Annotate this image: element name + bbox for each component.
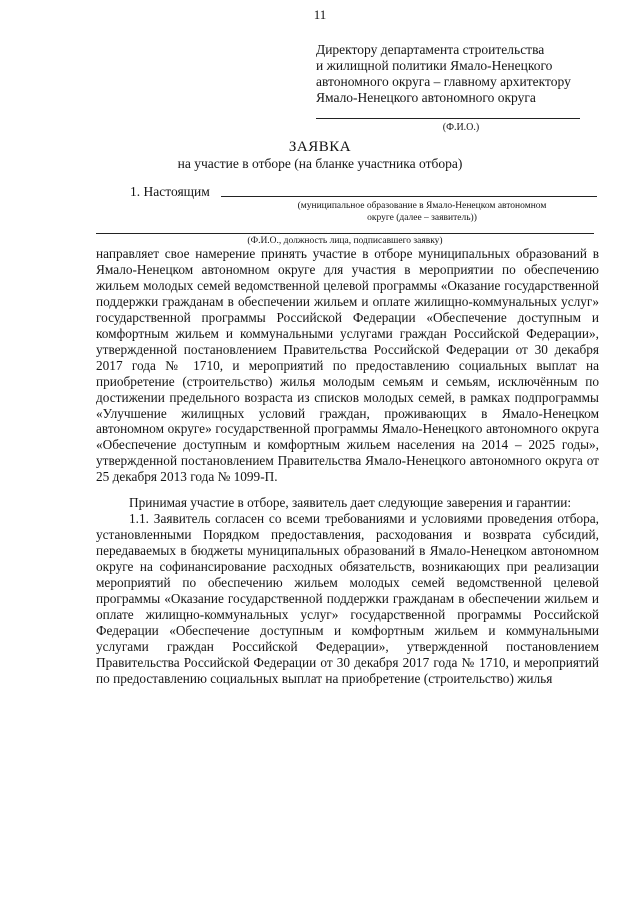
official-caption: (Ф.И.О., должность лица, подписавшего заявку)	[247, 236, 443, 246]
official-fill-line	[96, 233, 594, 234]
body-paragraph: 1.1. Заявитель согласен со всеми требованиями и условиями проведения отбора, установленными Порядком предоставления, расходования и возврата субсидий, передаваемых в бюджеты муниципальных образований в Ямало-Ненецком автономном округе на софинансирование расходных обязательств, возникающих при реализации мероприятий по обеспечению жильем молодых семей ведомственной целевой программы «Оказание государственной поддержки гражданам в обеспечении жильем и оплате жилищно-коммунальных услуг» государственной программы Российской Федерации «Обеспечение доступным и комфортным жильем и коммунальными услугами граждан Российской Федерации», утвержденной постановлением Правительства Российской Федерации от 30 декабря 2017 года № 1710, и мероприятий по предоставлению социальных выплат на приобретение (строительство) жилья	[96, 511, 599, 686]
applicant-fill-line	[221, 196, 597, 197]
addressee-line: Ямало-Ненецкого автономного округа	[316, 90, 536, 105]
municipality-caption-line: округе (далее – заявитель))	[367, 213, 477, 223]
addressee-block	[316, 42, 616, 106]
document-subtitle: на участие в отборе (на бланке участника отбора)	[177, 156, 463, 171]
municipality-caption-line: (муниципальное образование в Ямало-Ненецком автономном	[297, 201, 547, 211]
addressee-name-line	[316, 118, 580, 119]
document-body	[96, 246, 599, 687]
municipality-caption	[272, 200, 572, 224]
addressee-line: и жилищной политики Ямало-Ненецкого	[316, 58, 553, 73]
body-paragraph: направляет свое намерение принять участие в отборе муниципальных образований в Ямало-Ненецком автономном округе для участия в мероприятии по обеспечению жильем молодых семей ведомственной целевой программы «Оказание государственной поддержки гражданам в обеспечении жильем и оплате жилищно-коммунальных услуг» государственной программы Российской Федерации «Обеспечение доступным и комфортным жильем и коммунальными услугами граждан Российской Федерации», утвержденной постановлением Правительства Российской Федерации от 30 декабря 2017 года № 1710, и мероприятий по предоставлению социальных выплат на приобретение (строительство) жилья молодым семьям и семьям, исключённым по достижении предельного возраста из списков молодых семей, в рамках подпрограммы «Улучшение жилищных условий граждан, проживающих в Ямало-Ненецком автономном округе» государственной программы Ямало-Ненецкого автономного округа «Обеспечение доступным и комфортным жильем населения на 2014 – 2025 годы», утвержденной постановлением Правительства Ямало-Ненецкого автономного округа от 25 декабря 2013 года № 1099-П.	[96, 246, 599, 485]
addressee-line: автономного округа – главному архитектору	[316, 74, 571, 89]
document-title: ЗАЯВКА	[288, 139, 352, 155]
fio-caption: (Ф.И.О.)	[442, 122, 480, 133]
body-paragraph: Принимая участие в отборе, заявитель дает следующие заверения и гарантии:	[129, 495, 572, 511]
addressee-line: Директору департамента строительства	[316, 42, 545, 57]
page-number: 11	[313, 7, 327, 22]
applicant-label: 1. Настоящим	[130, 184, 210, 199]
